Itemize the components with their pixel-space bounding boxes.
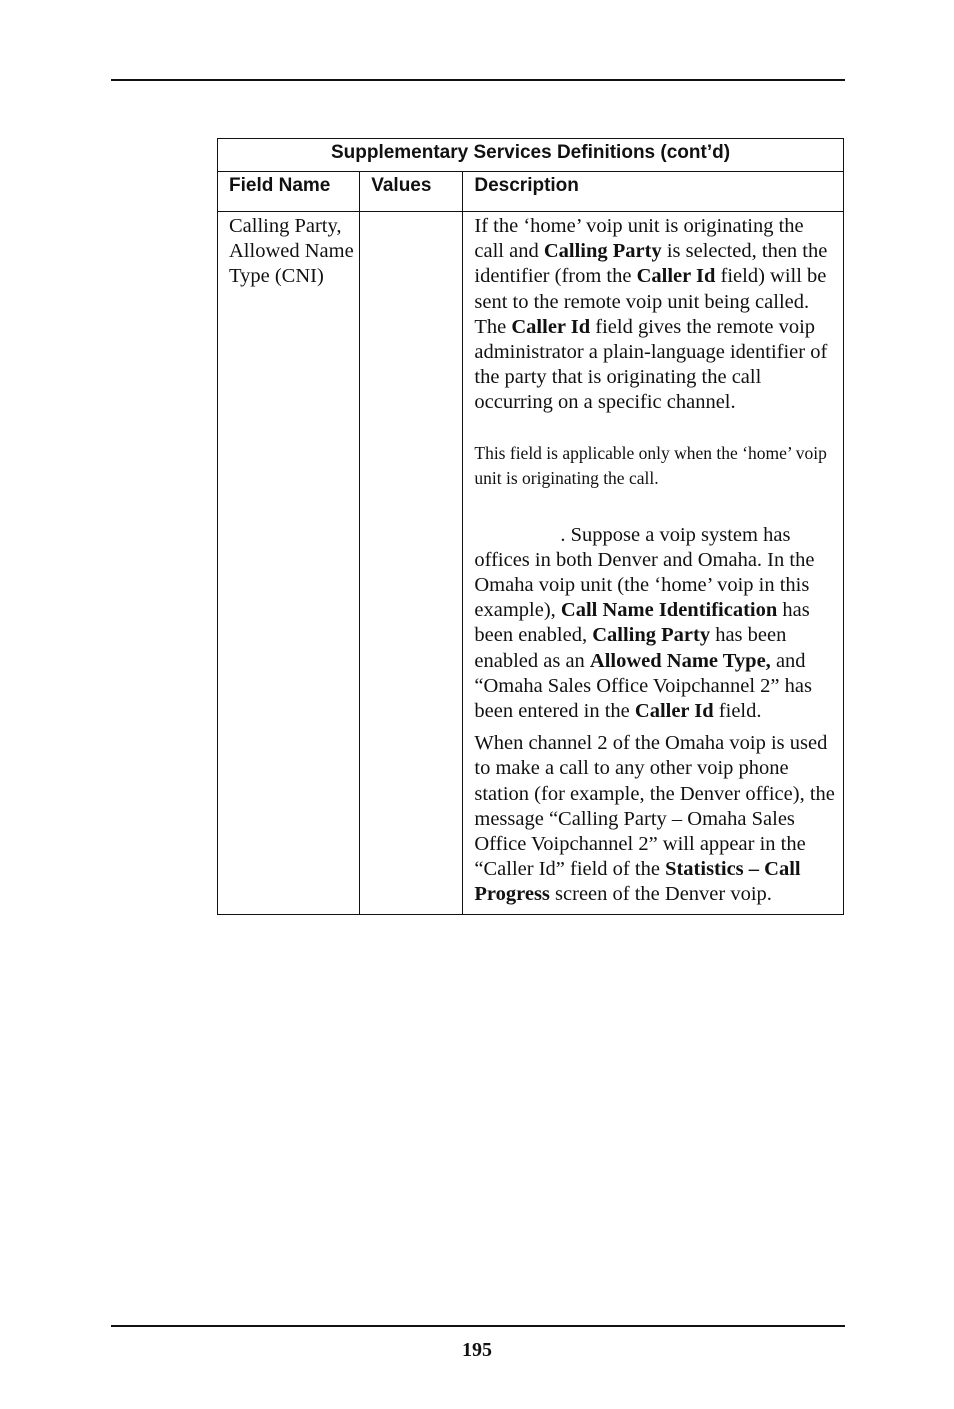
- desc-bold: Calling Party: [543, 240, 662, 263]
- field-name-text: Calling Party, Allowed Name Type (CNI): [229, 215, 354, 288]
- table-caption: Supplementary Services Definitions (cont’d): [218, 139, 844, 172]
- header-description: Description: [463, 172, 844, 212]
- description-paragraph-1: [474, 214, 837, 416]
- footer-rule: [111, 1325, 845, 1327]
- desc-bold: Calling Party: [592, 624, 711, 647]
- header-field-name: Field Name: [218, 172, 360, 212]
- desc-bold: Statistics – Call Progress: [474, 858, 801, 906]
- desc-text: and “Omaha Sales Office Voipchannel 2” has been entered in the: [474, 649, 812, 723]
- description-paragraph-3: [474, 731, 837, 907]
- description-example-paragraph: [474, 523, 837, 725]
- desc-bold: Caller Id: [636, 265, 716, 288]
- supplementary-services-table: [217, 138, 844, 915]
- desc-text: . Suppose a voip system has offices in both Denver and Omaha. In the Omaha voip unit (the ‘home’ voip in this example),: [474, 523, 815, 622]
- description-cell: [463, 212, 844, 915]
- table-header-row: [218, 172, 844, 212]
- desc-text: screen of the Denver voip.: [549, 883, 772, 906]
- desc-text: field gives the remote voip administrator a plain-language identifier of the party that is originating the call occurring on a specific channel.: [474, 315, 828, 414]
- desc-bold: Call Name Identification: [560, 599, 778, 622]
- header-values: Values: [360, 172, 463, 212]
- desc-text: has been enabled as an: [474, 624, 787, 672]
- desc-bold: Caller Id: [634, 700, 714, 723]
- desc-bold: Allowed Name Type,: [589, 649, 771, 672]
- desc-bold: Caller Id: [511, 315, 591, 338]
- page-number: 195: [462, 1339, 492, 1361]
- applicability-note: This field is applicable only when the ‘home’ voip unit is originating the call.: [474, 442, 827, 488]
- values-cell: [360, 212, 463, 915]
- desc-text: field.: [713, 700, 762, 723]
- desc-text: has been enabled,: [474, 599, 810, 647]
- desc-text: When channel 2 of the Omaha voip is used to make a call to any other voip phone station (for example, the Denver office), the message “Calling Party – Omaha Sales Office Voipchannel 2” will appear in the “Caller Id” field of the: [474, 732, 835, 881]
- desc-text: If the ‘home’ voip unit is originating the call and: [474, 215, 804, 263]
- desc-text: is selected, then the identifier (from the: [474, 240, 828, 288]
- field-name-cell: [218, 212, 360, 915]
- table-row: [218, 212, 844, 915]
- desc-text: field) will be sent to the remote voip unit being called. The: [474, 265, 827, 338]
- header-rule: [111, 79, 845, 81]
